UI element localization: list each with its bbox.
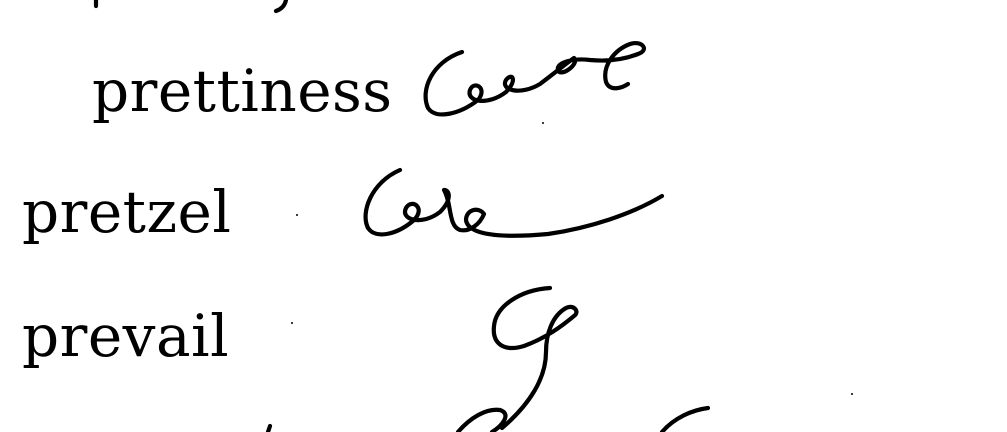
- scan-speck: [851, 393, 853, 395]
- cropped-bottom-left: [458, 410, 505, 432]
- scan-speck: [296, 214, 298, 216]
- cropped-bottom-word-stroke: [268, 426, 270, 432]
- entry-word-prevail: prevail: [22, 302, 230, 370]
- cropped-bottom-right: [662, 408, 708, 432]
- scan-speck: [291, 322, 293, 324]
- entry-word-prettiness: prettiness: [92, 57, 393, 125]
- scan-speck: [542, 122, 544, 124]
- entry-word-pretzel: pretzel: [22, 178, 232, 246]
